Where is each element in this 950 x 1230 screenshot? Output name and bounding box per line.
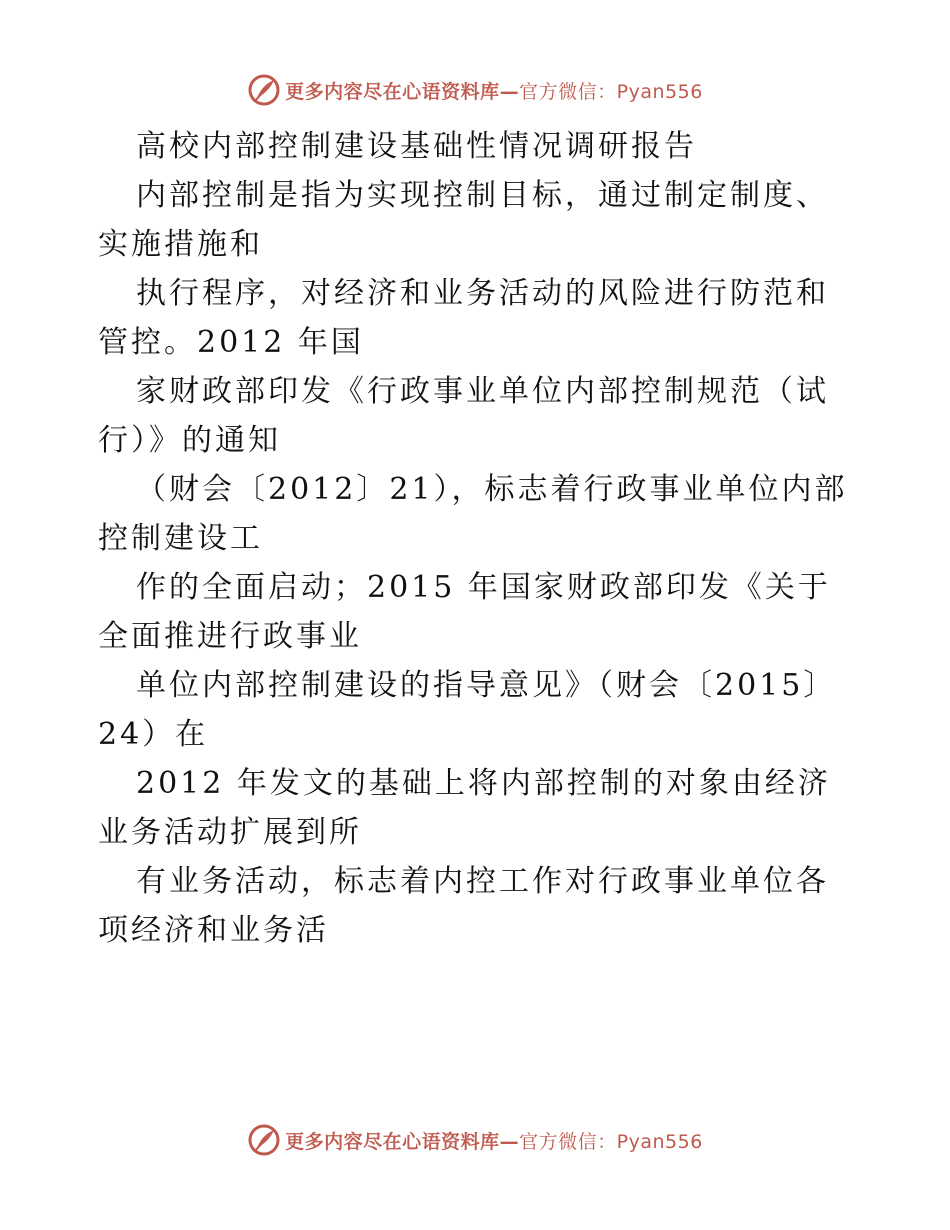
paragraph-line: 作的全面启动；2015 年国家财政部印发《关于 <box>136 570 831 605</box>
banner-text <box>285 77 703 104</box>
paragraph-line: 2012 年发文的基础上将内部控制的对象由经济 <box>136 766 831 801</box>
document-body <box>98 122 858 955</box>
paragraph-line: 内部控制是指为实现控制目标，通过制定制度、 <box>136 178 829 213</box>
header-banner <box>0 70 950 110</box>
banner-wechat-text: 官方微信：Pyan556 <box>519 80 703 103</box>
banner-main-text: 更多内容尽在心语资料库 <box>285 1130 500 1153</box>
paragraph-line: （财会〔2012〕21），标志着行政事业单位内部 <box>136 472 848 507</box>
paragraph-line: 业务活动扩展到所 <box>98 815 362 850</box>
feather-quill-icon <box>247 73 281 107</box>
banner-wechat-text: 官方微信：Pyan556 <box>519 1130 703 1153</box>
paragraph-line: 有业务活动，标志着内控工作对行政事业单位各 <box>136 864 829 899</box>
paragraph-line: 项经济和业务活 <box>98 913 329 948</box>
paragraph-line: 24）在 <box>98 717 209 752</box>
paragraph-line: 家财政部印发《行政事业单位内部控制规范（试 <box>136 374 829 409</box>
banner-dash: — <box>499 1130 520 1153</box>
banner-dash: — <box>499 80 520 103</box>
paragraph-line: 全面推进行政事业 <box>98 619 362 654</box>
paragraph-line: 管控。2012 年国 <box>98 325 364 360</box>
paragraph-line: 实施措施和 <box>98 227 263 262</box>
paragraph-line: 行）》的通知 <box>98 423 281 458</box>
paragraph-line: 单位内部控制建设的指导意见》（财会〔2015〕 <box>136 668 837 703</box>
footer-banner <box>0 1120 950 1160</box>
banner-text <box>285 1127 703 1154</box>
feather-quill-icon <box>247 1123 281 1157</box>
document-title: 高校内部控制建设基础性情况调研报告 <box>136 129 697 164</box>
paragraph-line: 执行程序，对经济和业务活动的风险进行防范和 <box>136 276 829 311</box>
banner-main-text: 更多内容尽在心语资料库 <box>285 80 500 103</box>
paragraph-line: 控制建设工 <box>98 521 263 556</box>
